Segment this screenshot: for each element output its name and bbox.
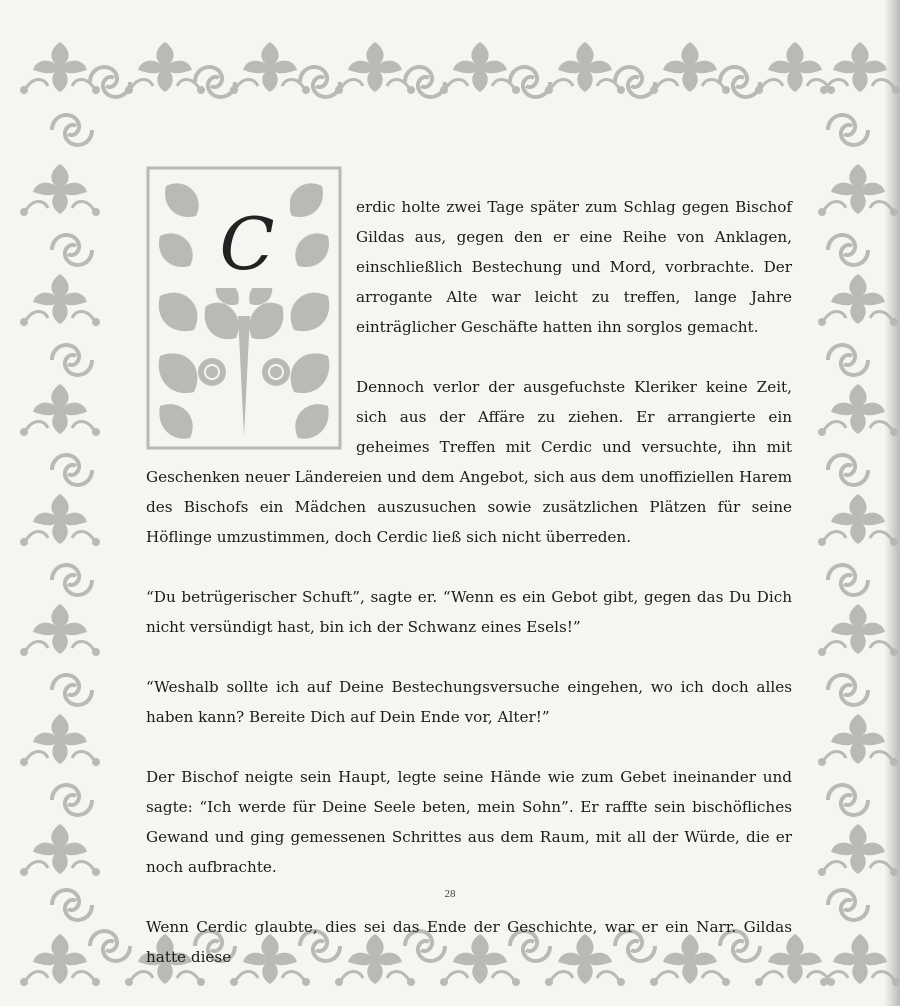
border-top <box>20 42 900 97</box>
book-spine-shadow <box>884 0 900 1006</box>
border-left <box>20 115 100 920</box>
paragraph-6: Wenn Cerdic glaubte, dies sei das Ende der Geschichte, war er ein Narr. Gildas hatte diese <box>146 918 792 966</box>
page-number: 28 <box>444 888 456 900</box>
paragraph-2: Dennoch verlor der ausgefuchste Kleriker keine Zeit, sich aus der Affäre zu ziehen. Er arrangierte ein geheimes Treffen mit Cerdic und versuchte, ihn mit Geschenken neuer Ländereien und dem Angebot, sich aus dem unoffiziellen Harem des Bischofs ein Mädchen auszusuchen sowie zusätzlichen Plätzen für seine Höflinge umzustimmen, doch Cerdic ließ sich nicht überreden. <box>146 378 792 546</box>
paragraph-5: Der Bischof neigte sein Haupt, legte seine Hände wie zum Gebet ineinander und sagte: “Ich werde für Deine Seele beten, mein Sohn”. Er raffte sein bischöfliches Gewand und ging gemessenen Schrittes aus dem Raum, mit all der Würde, die er noch aufbrachte. <box>146 768 792 876</box>
body-text <box>146 192 792 972</box>
paragraph-1: erdic holte zwei Tage später zum Schlag gegen Bischof Gildas aus, gegen den er eine Reihe von Anklagen, einschließlich Bestechung und Mord, vorbrachte. Der arrogante Alte war leicht zu treffen, lange Jahre einträglicher Geschäfte hatten ihn sorglos gemacht. <box>356 198 792 336</box>
paragraph-4: “Weshalb sollte ich auf Deine Bestechungsversuche eingehen, wo ich doch alles haben kann? Bereite Dich auf Dein Ende vor, Alter!” <box>146 678 792 726</box>
drop-cap-letter: C <box>204 200 290 288</box>
paragraph-3: “Du betrügerischer Schuft”, sagte er. “Wenn es ein Gebot gibt, gegen das Du Dich nicht versündigt hast, bin ich der Schwanz eines Esels!” <box>146 588 792 636</box>
drop-cap-block <box>146 166 342 450</box>
